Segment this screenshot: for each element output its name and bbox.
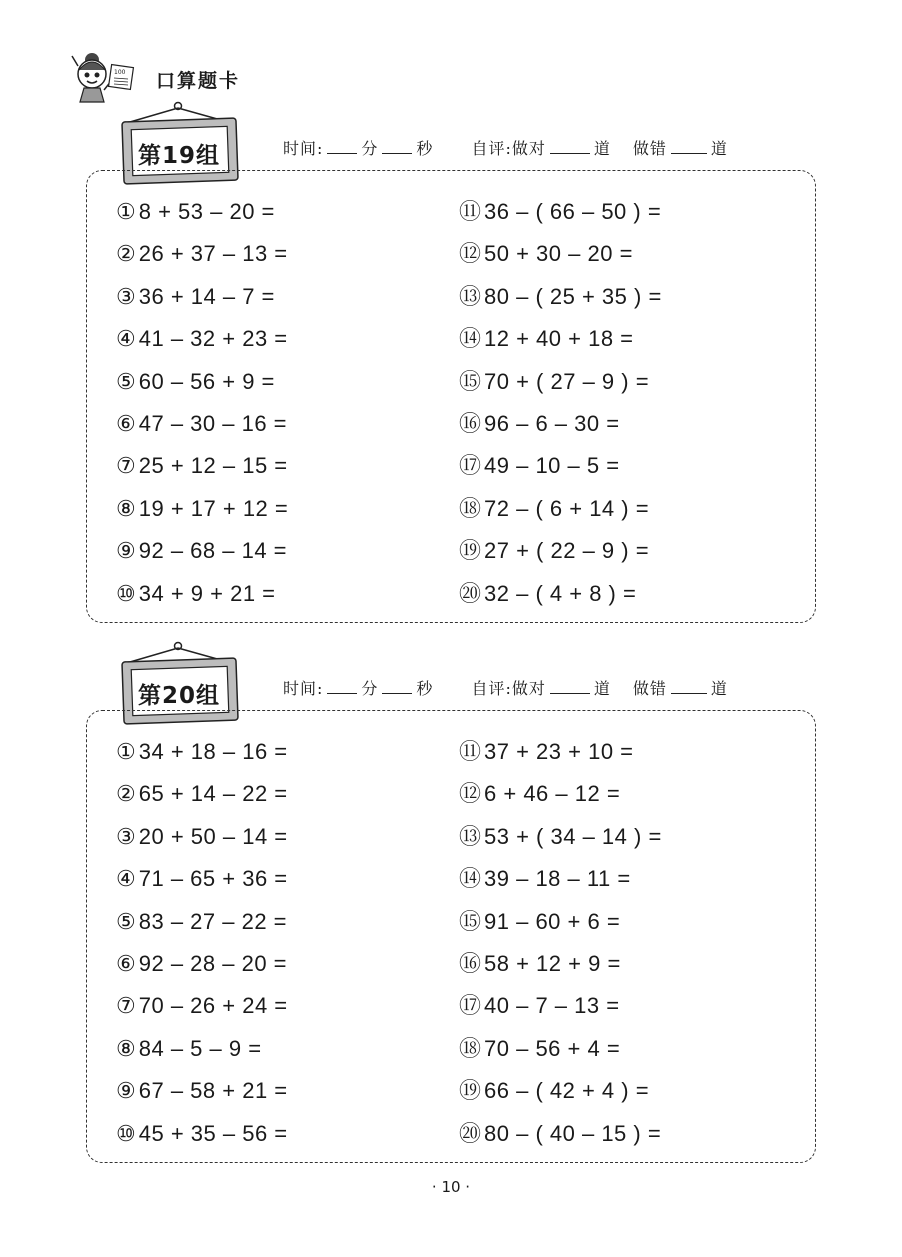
problem-number: ② xyxy=(116,781,136,807)
problem-expression: 60 – 56 + 9 = xyxy=(138,368,275,394)
problem-item xyxy=(459,738,662,780)
problem-number: ⑦ xyxy=(116,993,136,1019)
group-title: 第20组 xyxy=(137,683,220,709)
seconds-label: 秒 xyxy=(416,679,434,698)
header-title: 口算题卡 xyxy=(156,70,241,92)
problem-item xyxy=(116,325,288,367)
problem-expression: 34 + 18 – 16 = xyxy=(138,739,288,764)
problem-item xyxy=(459,452,662,494)
problem-item xyxy=(116,1035,288,1077)
problem-item xyxy=(459,580,662,622)
problem-number: ③ xyxy=(116,283,136,309)
problem-item xyxy=(459,865,662,907)
problem-number: ⑥ xyxy=(116,410,136,436)
problems-column-right xyxy=(459,738,662,1162)
problem-expression: 71 – 65 + 36 = xyxy=(138,866,288,892)
problem-item xyxy=(459,1120,662,1162)
problem-expression: 70 – 56 + 4 = xyxy=(484,1035,621,1061)
problem-item xyxy=(459,992,662,1034)
problems-column-left xyxy=(116,738,288,1162)
problem-expression: 72 – ( 6 + 14 ) = xyxy=(484,495,650,521)
problem-item xyxy=(116,452,288,494)
problem-expression: 92 – 68 – 14 = xyxy=(138,538,288,564)
problem-item xyxy=(116,738,288,780)
problem-expression: 65 + 14 – 22 = xyxy=(138,781,288,807)
minutes-label: 分 xyxy=(361,139,379,158)
problem-number: ① xyxy=(116,739,136,764)
problem-expression: 36 – ( 66 – 50 ) = xyxy=(484,199,662,224)
problem-expression: 45 + 35 – 56 = xyxy=(138,1120,288,1146)
problem-item xyxy=(459,368,662,410)
problem-number: ⑤ xyxy=(116,908,136,934)
problem-number: ⑰ xyxy=(459,453,482,479)
problem-expression: 96 – 6 – 30 = xyxy=(484,410,620,436)
problem-number: ③ xyxy=(116,823,136,849)
problem-item xyxy=(116,368,288,410)
problem-number: ⑱ xyxy=(459,495,482,521)
problem-number: ⑧ xyxy=(116,1035,136,1061)
wrong-unit: 道 xyxy=(710,679,728,698)
girl-mascot-icon xyxy=(70,48,140,108)
problem-number: ⑱ xyxy=(459,1035,482,1061)
problem-number: ⑨ xyxy=(116,1078,136,1104)
problem-number: ⑰ xyxy=(459,993,482,1019)
problem-expression: 67 – 58 + 21 = xyxy=(138,1078,288,1104)
problem-item xyxy=(459,495,662,537)
problem-expression: 6 + 46 – 12 = xyxy=(484,781,621,807)
problem-number: ⑩ xyxy=(116,1120,136,1146)
problem-item xyxy=(459,410,662,452)
problem-expression: 34 + 9 + 21 = xyxy=(138,580,276,606)
problem-number: ⑲ xyxy=(459,1078,482,1104)
problem-item xyxy=(116,908,288,950)
wrong-count-blank[interactable] xyxy=(671,152,707,154)
problem-item xyxy=(116,495,288,537)
page-number: · 10 · xyxy=(431,1178,471,1196)
problem-expression: 41 – 32 + 23 = xyxy=(138,326,288,352)
problem-number: ④ xyxy=(116,326,136,352)
problem-number: ⑯ xyxy=(459,950,482,976)
problem-number: ⑫ xyxy=(459,781,482,807)
problem-number: ⑳ xyxy=(459,580,482,606)
problem-number: ⑪ xyxy=(459,199,482,224)
problem-expression: 91 – 60 + 6 = xyxy=(484,908,621,934)
problem-expression: 70 + ( 27 – 9 ) = xyxy=(484,368,650,394)
seconds-blank[interactable] xyxy=(382,152,412,154)
problem-number: ⑤ xyxy=(116,368,136,394)
problem-number: ⑳ xyxy=(459,1120,482,1146)
problem-item xyxy=(116,992,288,1034)
problem-number: ⑨ xyxy=(116,538,136,564)
problem-expression: 58 + 12 + 9 = xyxy=(484,950,621,976)
seconds-label: 秒 xyxy=(416,139,434,158)
problem-number: ② xyxy=(116,241,136,267)
problem-expression: 66 – ( 42 + 4 ) = xyxy=(484,1078,650,1104)
problem-expression: 70 – 26 + 24 = xyxy=(138,993,288,1019)
problem-number: ⑩ xyxy=(116,580,136,606)
problem-expression: 25 + 12 – 15 = xyxy=(138,453,288,479)
problem-number: ⑦ xyxy=(116,453,136,479)
problem-item xyxy=(459,240,662,282)
problem-item xyxy=(459,908,662,950)
problem-expression: 40 – 7 – 13 = xyxy=(484,993,620,1019)
correct-count-blank[interactable] xyxy=(550,152,590,154)
self-eval-label: 自评:做对 xyxy=(471,679,546,698)
problem-number: ⑭ xyxy=(459,326,482,352)
problem-item xyxy=(116,780,288,822)
minutes-blank[interactable] xyxy=(327,152,357,154)
problem-expression: 19 + 17 + 12 = xyxy=(138,495,289,521)
problem-number: ⑪ xyxy=(459,739,482,764)
problems-column-right xyxy=(459,198,662,622)
problem-item xyxy=(459,198,662,240)
wrong-unit: 道 xyxy=(710,139,728,158)
seconds-blank[interactable] xyxy=(382,692,412,694)
problem-item xyxy=(116,823,288,865)
problem-item xyxy=(116,1077,288,1119)
problem-item xyxy=(116,950,288,992)
problem-item xyxy=(116,240,288,282)
problem-expression: 27 + ( 22 – 9 ) = xyxy=(484,538,650,564)
problem-number: ① xyxy=(116,199,136,224)
problem-item xyxy=(116,283,288,325)
problem-item xyxy=(459,283,662,325)
group-title: 第19组 xyxy=(137,143,220,169)
problem-item xyxy=(459,823,662,865)
minutes-blank[interactable] xyxy=(327,692,357,694)
problem-item xyxy=(459,537,662,579)
problem-item xyxy=(459,325,662,367)
problem-expression: 80 – ( 25 + 35 ) = xyxy=(484,283,662,309)
problem-number: ⑮ xyxy=(459,908,482,934)
problem-number: ⑲ xyxy=(459,538,482,564)
time-label: 时间: xyxy=(283,679,324,698)
problem-expression: 36 + 14 – 7 = xyxy=(138,283,275,309)
problem-expression: 53 + ( 34 – 14 ) = xyxy=(484,823,662,849)
problem-expression: 8 + 53 – 20 = xyxy=(138,199,275,224)
minutes-label: 分 xyxy=(361,679,379,698)
problem-expression: 39 – 18 – 11 = xyxy=(484,866,631,892)
problem-item xyxy=(459,1077,662,1119)
problem-expression: 26 + 37 – 13 = xyxy=(138,241,288,267)
self-eval-label: 自评:做对 xyxy=(471,139,546,158)
problem-item xyxy=(459,780,662,822)
problem-item xyxy=(116,537,288,579)
problem-number: ⑯ xyxy=(459,410,482,436)
problem-item xyxy=(116,198,288,240)
problem-number: ⑬ xyxy=(459,283,482,309)
problem-number: ⑫ xyxy=(459,241,482,267)
svg-text:100: 100 xyxy=(114,69,126,76)
correct-count-blank[interactable] xyxy=(550,692,590,694)
problem-number: ④ xyxy=(116,866,136,892)
problem-number: ⑧ xyxy=(116,495,136,521)
problem-expression: 92 – 28 – 20 = xyxy=(138,950,288,976)
problem-item xyxy=(116,410,288,452)
problem-number: ⑭ xyxy=(459,866,482,892)
problem-item xyxy=(116,580,288,622)
time-label: 时间: xyxy=(283,139,324,158)
problem-number: ⑥ xyxy=(116,950,136,976)
problem-expression: 47 – 30 – 16 = xyxy=(138,410,288,436)
problem-expression: 80 – ( 40 – 15 ) = xyxy=(484,1120,662,1146)
problems-column-left xyxy=(116,198,288,622)
problem-expression: 84 – 5 – 9 = xyxy=(138,1035,262,1061)
problem-item xyxy=(459,1035,662,1077)
problem-expression: 49 – 10 – 5 = xyxy=(484,453,620,479)
problem-expression: 20 + 50 – 14 = xyxy=(138,823,288,849)
problem-item xyxy=(116,865,288,907)
group-meta xyxy=(283,136,728,159)
wrong-label: 做错 xyxy=(632,679,667,698)
problem-expression: 50 + 30 – 20 = xyxy=(484,241,633,267)
problem-expression: 32 – ( 4 + 8 ) = xyxy=(484,580,637,606)
wrong-label: 做错 xyxy=(632,139,667,158)
problem-expression: 83 – 27 – 22 = xyxy=(138,908,288,934)
correct-unit: 道 xyxy=(593,139,611,158)
correct-unit: 道 xyxy=(593,679,611,698)
problem-expression: 37 + 23 + 10 = xyxy=(484,739,634,764)
group-meta xyxy=(283,676,728,699)
wrong-count-blank[interactable] xyxy=(671,692,707,694)
problem-expression: 12 + 40 + 18 = xyxy=(484,326,634,352)
problem-number: ⑮ xyxy=(459,368,482,394)
problem-number: ⑬ xyxy=(459,823,482,849)
problem-item xyxy=(116,1120,288,1162)
problem-item xyxy=(459,950,662,992)
